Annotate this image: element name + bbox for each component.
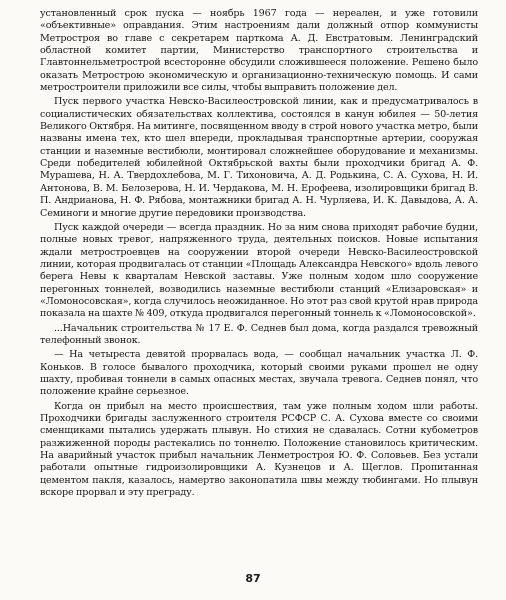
paragraph-3: Пуск каждой очереди — всегда праздник. Но за ним снова приходят рабочие будни, полные новых тревог, напряженного труда, деятельных поисков. Новые испытания ждали метростроевцев на сооружении второй очереди Невско-Василеостровской линии, которая продвигалась от станции «Площадь Александра Невского» вдоль левого берега Невы к кварталам Невской заставы. Уже полным ходом шло сооружение перегонных тоннелей, возводились наземные вестибюли станций «Елизаровская» и «Ломоносовская», когда случилось неожиданное. Но этот раз свой крутой нрав природа показала на шахте № 409, откуда продвигался перегонный тоннель к «Ломоносовской». (40, 221, 478, 320)
paragraph-5: — На четыреста девятой прорвалась вода, — сообщал начальник участка Л. Ф. Коньков. В голосе бывалого проходчика, который своими руками прошел не одну шахту, пробивая тоннели в самых опасных местах, звучала тревога. Седнев понял, что положение крайне серьезное. (40, 349, 478, 398)
paragraph-1: установленный срок пуска — ноябрь 1967 года — нереален, и уже готовили «объективные» оправдания. Этим настроениям дали должный отпор коммунисты Метростроя во главе с секретарем парткома А. Д. Евстратовым. Ленинградский областной комитет партии, Министерство транспортного строительства и Главтоннельметрострой всесторонне обсудили сложившееся положение. Решено было оказать Метрострою экономическую и организационно-техническую помощь. И сами метростроители приложили все силы, чтобы выправить положение дел. (40, 8, 478, 94)
paragraph-2: Пуск первого участка Невско-Василеостровской линии, как и предусматривалось в социалистических обязательствах коллектива, состоялся в канун юбилея — 50-летия Великого Октября. На митинге, посвященном вводу в строй нового участка метро, были названы имена тех, кто шел впереди, прокладывая транспортные артерии, сооружая станции и наземные вестибюли, монтировал сложнейшее оборудование и механизмы. Среди победителей юбилейной Октябрьской вахты были проходчики бригад А. Ф. Мурашева, Н. А. Твердохлебова, М. Г. Тихоновича, А. Д. Родькина, С. А. Сухова, Н. И. Антонова, В. М. Белозерова, Н. И. Чердакова, М. Н. Ерофеева, изолировщики бригад В. П. Андрианова, Н. Ф. Рябова, монтажники бригад А. Н. Чурляева, И. К. Давыдова, А. А. Семиноги и многие другие передовики производства. (40, 96, 478, 219)
page-number: 87 (245, 572, 261, 585)
paragraph-6: Когда он прибыл на место происшествия, там уже полным ходом шли работы. Проходчики бригады заслуженного строителя РСФСР С. А. Сухова вместе со своими сменщиками пытались удержать плывун. Но стихия не сдавалась. Сотни кубометров разжиженной породы растекались по тоннелю. Положение становилось критическим. На аварийный участок прибыл начальник Ленметростроя Ю. Ф. Соловьев. Без устали работали опытные гидроизолировщики А. Кузнецов и А. Щеглов. Пропитанная цементом пакля, казалось, намертво законопатила швы между тюбингами. Но плывун вскоре прорвал и эту преграду. (40, 400, 478, 499)
paragraph-4: ...Начальник строительства № 17 Е. Ф. Седнев был дома, когда раздался тревожный телефонный звонок. (40, 322, 478, 346)
text-body (40, 8, 478, 501)
